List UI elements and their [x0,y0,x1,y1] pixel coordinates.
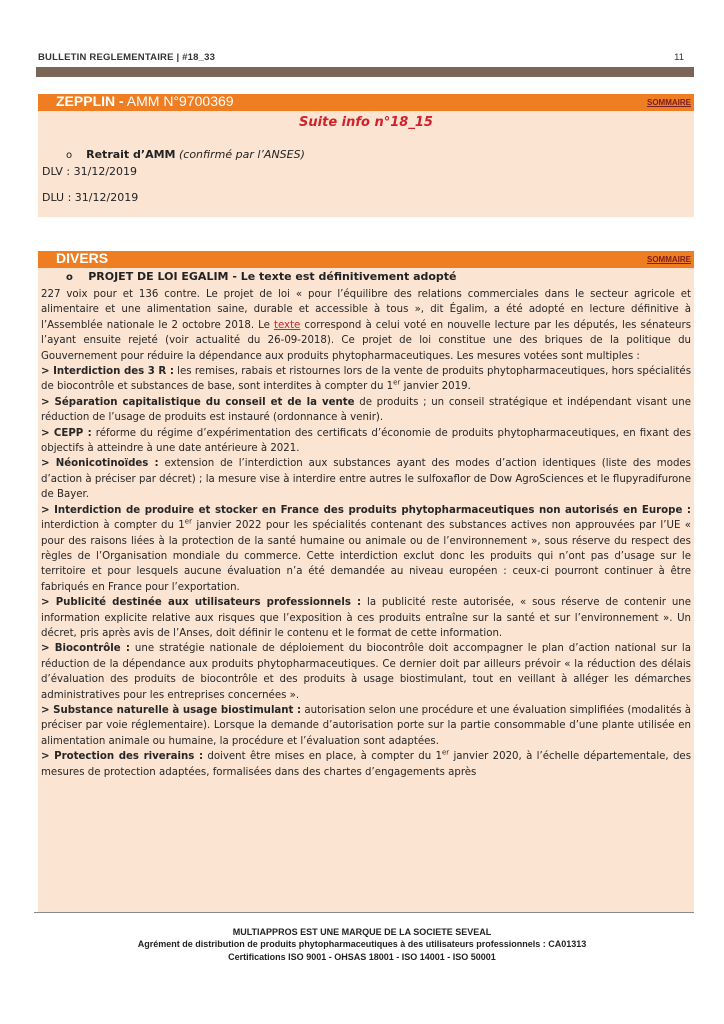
dlv-date: DLV : 31/12/2019 [42,165,138,178]
retrait-item [66,148,305,161]
measure-cepp [41,426,691,457]
intro-text-cont: correspond à celui voté en nouvelle lecture par les députés, les sénateurs l’ayant ensuite rejeté (voir actualité du 26-09-2018). Ce projet de loi constitue une des briques de la politique du Gouvernement pour réduire la dépendance aux produits phytopharmaceutiques. Les mesures votées sont multiples : [41,319,691,362]
section-title-amm: AMM N°9700369 [123,93,234,109]
sommaire-link[interactable]: SOMMAIRE [647,98,691,107]
measure-label: > Biocontrôle : [41,643,130,655]
measure-text: janvier 2022 pour les spécialités contenant des substances actives non approuvées par l’UE « pour des raisons liées à la protection de la santé humaine ou animale ou de l’environnement », sous réserve du respect des règles de l’Organisation mondiale du commerce. Cette interdiction exclut donc les produits qui n’ont pas d’usage sur le territoire et pour lesquels aucune évaluation n’a été demandée au niveau européen : ceux-ci pourront continuer à être fabriqués en France pour l’exportation. [41,520,691,593]
measure-label: > Séparation capitalistique du conseil et de la vente [41,396,355,408]
page-footer [0,926,724,963]
section-divers-bar [38,251,694,268]
measure-neonicotinoides [41,456,691,502]
measure-text: janvier 2020, à l’échelle départementale, des mesures de protection adaptées, formalisées dans des chartes d’engagements après [41,751,692,778]
intro-paragraph [41,287,691,364]
article-body [41,287,691,780]
measure-text: de produits ; un conseil stratégique et indépendant visant une réduction de l’usage de produits est instauré (ordonnance à venir). [41,396,691,424]
footer-divider [34,912,694,913]
bulletin-header: BULLETIN REGLEMENTAIRE | #18_33 [38,52,216,63]
dlu-date: DLU : 31/12/2019 [42,191,139,204]
measure-3r [41,364,691,395]
section-title-bold: ZEPPLIN - [56,93,124,109]
measure-text: une stratégie nationale de déploiement du biocontrôle doit accompagner le plan d’action national sur la réduction de la dépendance aux produits phytopharmaceutiques. Ce dernier doit par ailleurs prévoir « la réduction des délais d’évaluation des produits de biocontrôle et des produits à usage biostimulant, tout en veillant à alléger les démarches administratives pour les entreprises concernées ». [41,643,692,701]
bullet-circle-icon: o [66,272,73,283]
section-divers-body [38,268,694,912]
measure-text: janvier 2019. [400,381,471,393]
measure-text: extension de l’interdiction aux substances ayant des modes d’action identiques (liste des modes d’action à préciser par décret) ; la mesure vise à interdire entre autres le sulfoxaflor de Dow AgroSciences et le flupyradifurone de Bayer. [41,458,691,501]
bullet-circle-icon: o [66,150,73,161]
measure-interdiction-production [41,503,691,595]
retrait-note: (confirmé par l’ANSES) [178,148,305,161]
section-zepplin-bar [38,94,694,111]
measure-label: > Substance naturelle à usage biostimulant : [41,704,302,716]
measure-publicite [41,595,691,641]
measure-biostimulant [41,703,691,749]
footer-agrement: Agrément de distribution de produits phytopharmaceutiques à des utilisateurs professionnels : CA01313 [137,939,587,950]
measure-label: > Protection des riverains : [41,751,204,763]
footer-brand: MULTIAPPROS EST UNE MARQUE DE LA SOCIETE SEVEAL [232,927,492,937]
measure-riverains [41,749,691,780]
measure-text: doivent être mises en place, à compter du 1 [203,751,442,763]
section-zepplin-body [38,111,694,217]
measure-text: autorisation selon une procédure et une évaluation simplifiées (modalités à préciser par voie réglementaire). Lorsque la demande d’autorisation porte sur la partie consommable d’une plante utilisée en alimentation animale ou humaine, la procédure et l’évaluation sont adaptées. [41,704,691,747]
measure-label: > Publicité destinée aux utilisateurs professionnels : [41,597,362,609]
section-zepplin-title [56,93,234,109]
projet-heading [66,270,457,283]
retrait-label: Retrait d’AMM [86,148,176,161]
superscript: er [184,517,192,526]
projet-title: PROJET DE LOI EGALIM - Le texte est définitivement adopté [88,270,457,283]
measure-text: la publicité reste autorisée, « sous réserve de contenir une information explicite relative aux risques que l’exposition à ces produits entraîne sur la santé et sur l’environnement ». Un décret, pris après avis de l’Anses, doit définir le contenu et le format de cette information. [41,597,691,639]
measure-label: > CEPP : [41,427,92,439]
measure-text: réforme du régime d’expérimentation des certificats d’économie de produits phytopharmaceutiques, en fixant des objectifs à atteindre à une date antérieure à 2021. [41,427,691,455]
superscript: er [393,379,401,388]
superscript: er [441,748,450,757]
suite-info: Suite info n°18_15 [299,115,433,130]
section-divers-title: DIVERS [56,250,109,266]
measure-separation [41,395,691,426]
measure-label: > Interdiction des 3 R : [41,366,174,378]
footer-certifications: Certifications ISO 9001 - OHSAS 18001 - ISO 14001 - ISO 50001 [228,951,496,962]
page-number: 11 [674,52,684,63]
measure-label: > Néonicotinoïdes : [41,458,159,470]
measure-text: les remises, rabais et ristournes lors de la vente de produits phytopharmaceutiques, hors spécialités de biocontrôle et substances de base, sont interdites à compter du 1 [41,366,691,393]
intro-text: 227 voix pour et 136 contre. Le projet de loi « pour l’équilibre des relations commerciales dans le secteur agricole et alimentaire et une alimentation saine, durable et accessible à tous », dit Égalim, a été adopté en lecture définitive à l’Assemblée nationale le 2 octobre 2018. Le [41,289,691,331]
header-divider [36,67,694,77]
measure-label: > Interdiction de produire et stocker en France des produits phytopharmaceutiques non autorisés en Europe : [41,504,691,516]
measure-biocontrole [41,641,691,703]
measure-text: interdiction à compter du 1 [41,520,185,532]
texte-link[interactable]: texte [273,319,301,331]
sommaire-link[interactable]: SOMMAIRE [647,255,691,264]
